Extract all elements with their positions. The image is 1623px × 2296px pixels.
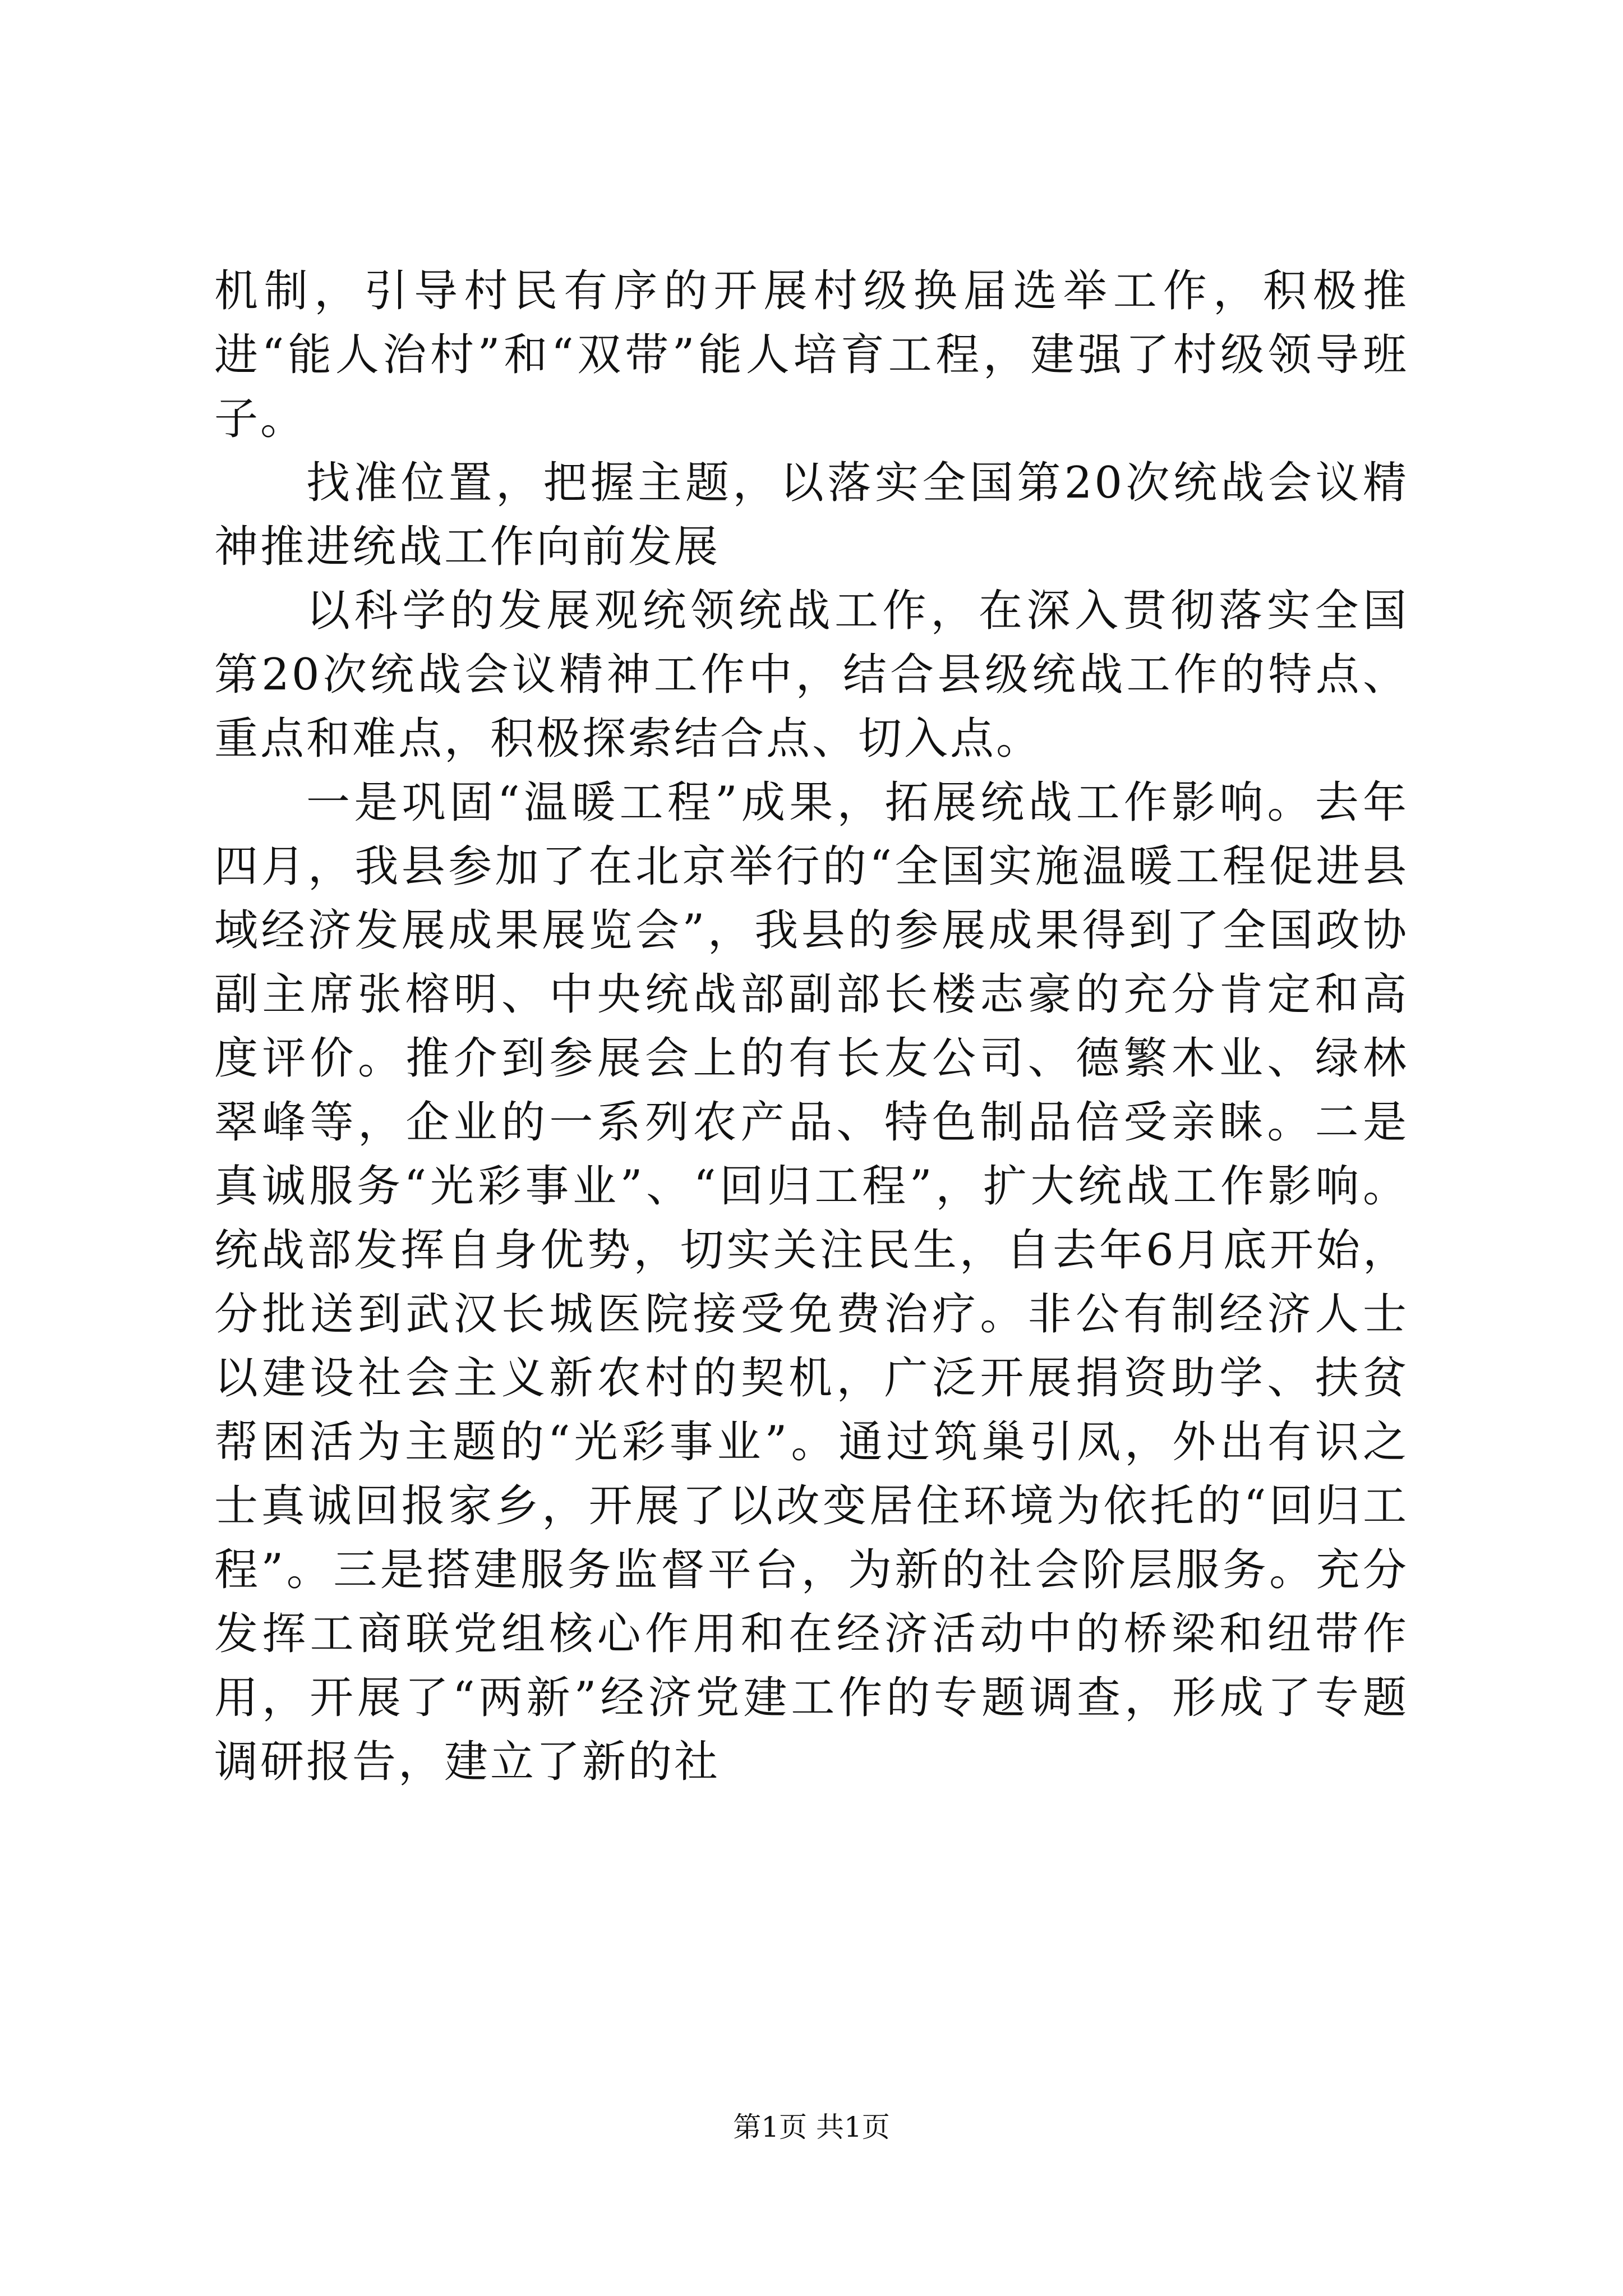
- document-body: [214, 259, 1409, 1794]
- section-heading: 找准位置，把握主题，以落实全国第20次统战会议精神推进统战工作向前发展: [214, 458, 1409, 572]
- paragraph-continuation: 机制，引导村民有序的开展村级换届选举工作，积极推进“能人治村”和“双带”能人培育工程，建强了村级领导班子。: [214, 266, 1409, 444]
- paragraph-main: 一是巩固“温暖工程”成果，拓展统战工作影响。去年四月，我县参加了在北京举行的“全国实施温暖工程促进县域经济发展成果展览会”，我县的参展成果得到了全国政协副主席张榕明、中央统战部副部长楼志豪的充分肯定和高度评价。推介到参展会上的有长友公司、德繁木业、绿林翠峰等，企业的一系列农产品、特色制品倍受亲睐。二是真诚服务“光彩事业”、“回归工程”，扩大统战工作影响。统战部发挥自身优势，切实关注民生，自去年6月底开始，分批送到武汉长城医院接受免费治疗。非公有制经济人士以建设社会主义新农村的契机，广泛开展捐资助学、扶贫帮困活为主题的“光彩事业”。通过筑巢引凤，外出有识之士真诚回报家乡，开展了以改变居住环境为依托的“回归工程”。三是搭建服务监督平台，为新的社会阶层服务。充分发挥工商联党组核心作用和在经济活动中的桥梁和纽带作用，开展了“两新”经济党建工作的专题调查，形成了专题调研报告，建立了新的社: [214, 777, 1409, 1787]
- paragraph-intro: 以科学的发展观统领统战工作，在深入贯彻落实全国第20次统战会议精神工作中，结合县级统战工作的特点、重点和难点，积极探索结合点、切入点。: [214, 586, 1409, 764]
- page-footer: 第1页 共1页: [733, 2111, 890, 2143]
